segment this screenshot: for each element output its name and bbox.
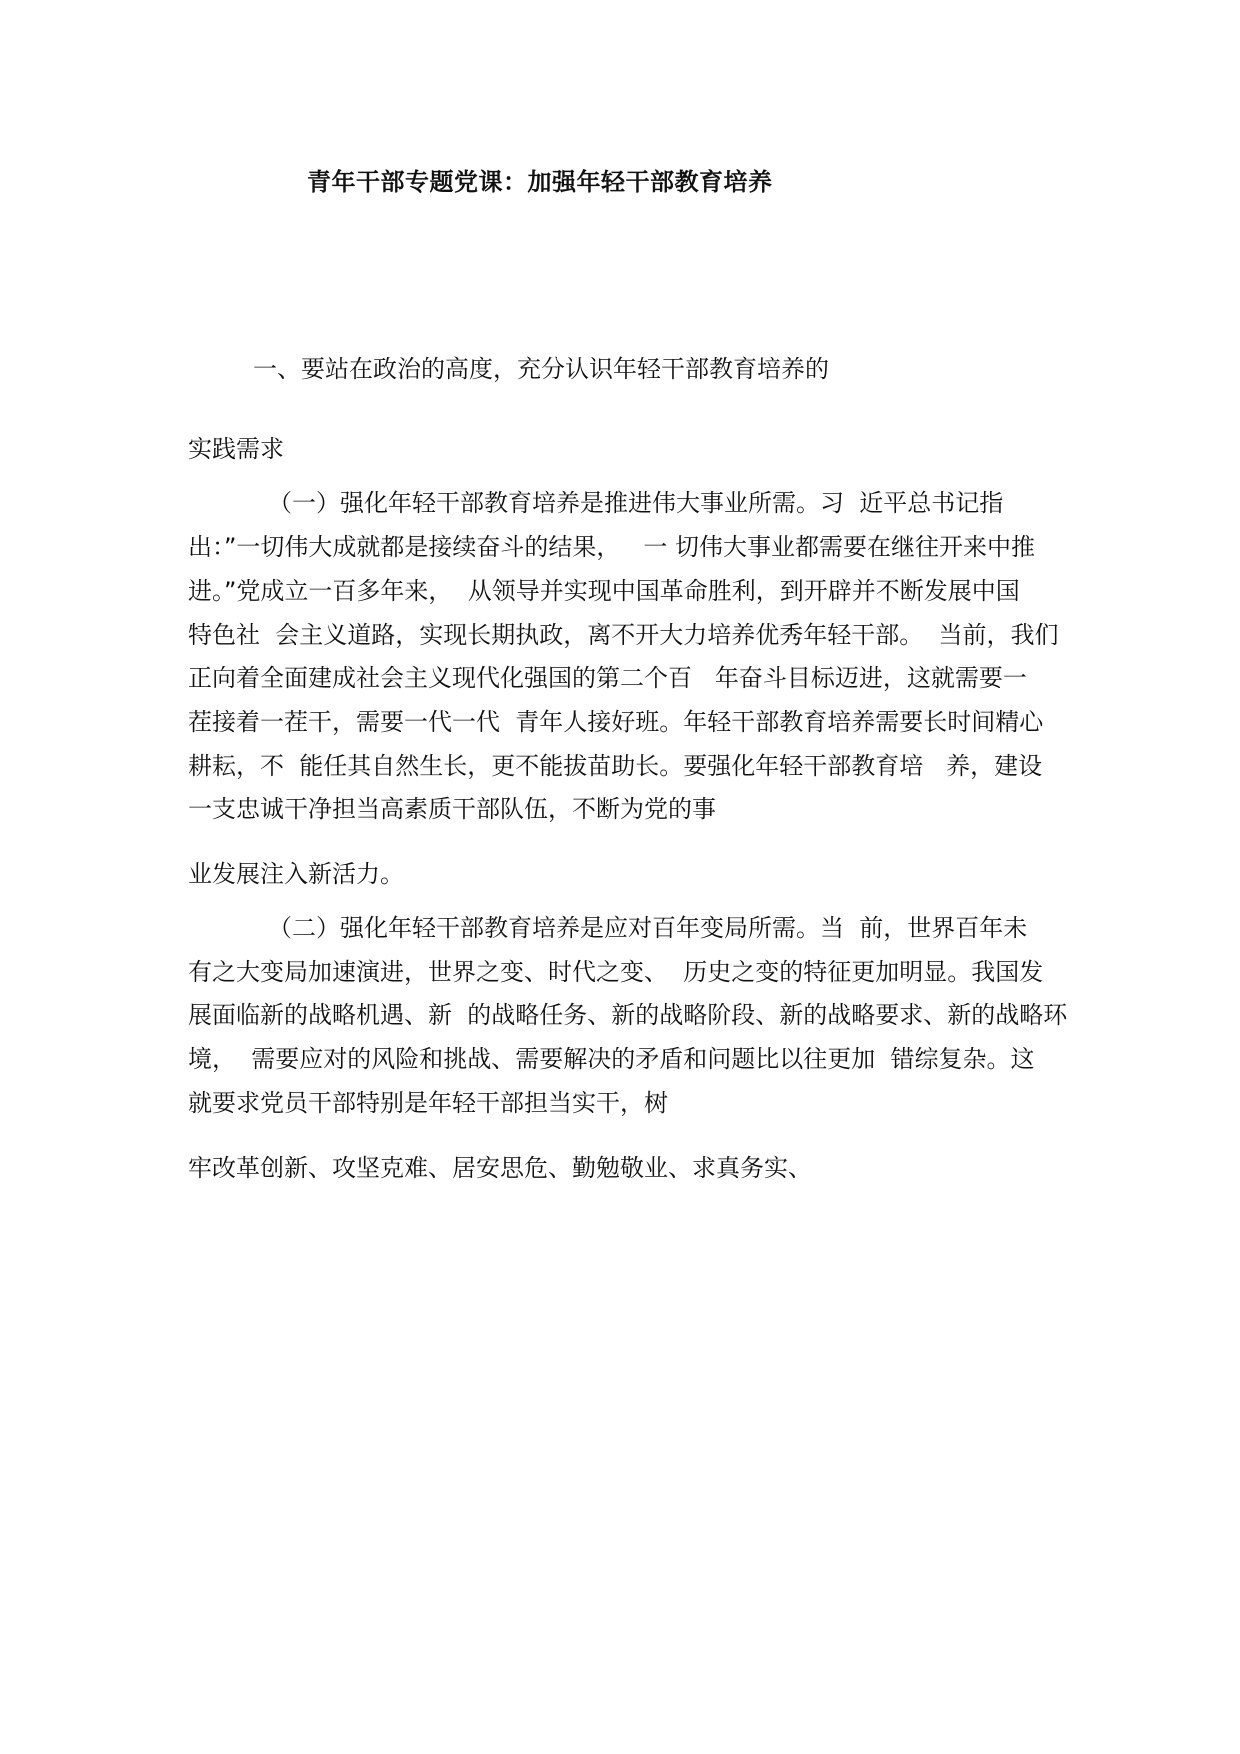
- paragraph-line: 境， 需要应对的风险和挑战、需要解决的矛盾和问题比以往更加 错综复杂。这: [188, 1045, 1035, 1073]
- paragraph-line: 就要求党员干部特别是年轻干部担当实干，树: [188, 1089, 668, 1117]
- paragraph-line: （一）强化年轻干部教育培养是推进伟大事业所需。习 近平总书记指: [268, 489, 1004, 517]
- paragraph-line: 茬接着一茬干，需要一代一代 青年人接好班。年轻干部教育培养需要长时间精心: [188, 708, 1044, 736]
- paragraph-line: 牢改革创新、攻坚克难、居安思危、勤勉敬业、求真务实、: [188, 1154, 812, 1182]
- paragraph-line: 耕耘，不 能任其自然生长，更不能拔苗助长。要强化年轻干部教育培 养，建设: [188, 752, 1043, 780]
- paragraph-line: 进。”党成立一百多年来， 从领导并实现中国革命胜利，到开辟并不断发展中国: [188, 577, 1020, 605]
- section-heading-1: 一、要站在政治的高度，充分认识年轻干部教育培养的: [253, 355, 829, 383]
- paragraph-line: 特色社 会主义道路，实现长期执政，离不开大力培养优秀年轻干部。 当前，我们: [188, 621, 1059, 649]
- paragraph-line: 有之大变局加速演进，世界之变、时代之变、 历史之变的特征更加明显。我国发: [188, 958, 1044, 986]
- paragraph-line: 正向着全面建成社会主义现代化强国的第二个百 年奋斗目标迈进，这就需要一: [188, 664, 1027, 692]
- paragraph-line: （二）强化年轻干部教育培养是应对百年变局所需。当 前，世界百年未: [268, 914, 1028, 942]
- paragraph-line: 展面临新的战略机遇、新 的战略任务、新的战略阶段、新的战略要求、新的战略环: [188, 1001, 1068, 1029]
- paragraph-line: 一支忠诚干净担当高素质干部队伍，不断为党的事: [188, 795, 716, 823]
- paragraph-line: 业发展注入新活力。: [188, 860, 404, 888]
- paragraph-line: 出：”一切伟大成就都是接续奋斗的结果， 一 切伟大事业都需要在继往开来中推: [188, 533, 1035, 561]
- document-title: 青年干部专题党课：加强年轻干部教育培养: [307, 168, 773, 196]
- section-heading-1-cont: 实践需求: [188, 435, 284, 463]
